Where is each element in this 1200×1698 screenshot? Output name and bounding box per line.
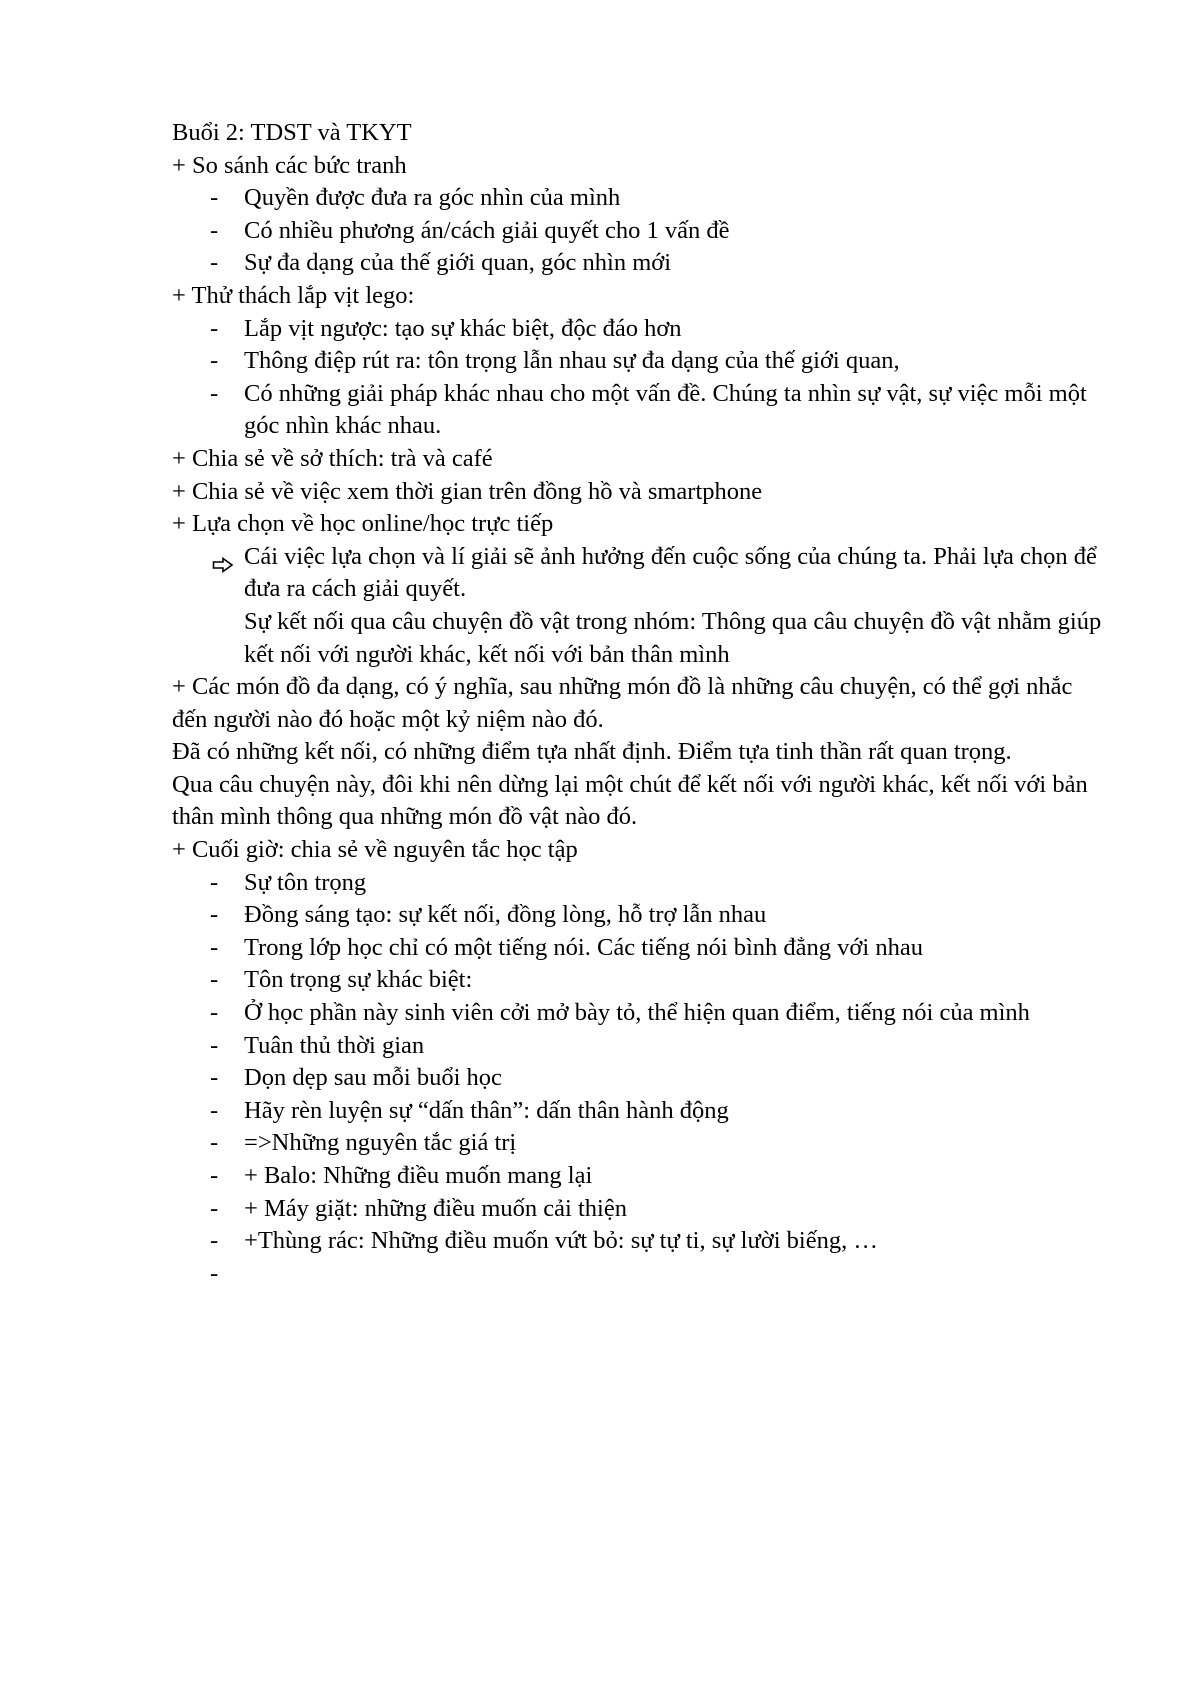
para-story: Qua câu chuyện này, đôi khi nên dừng lại một chút để kết nối với người khác, kết nối với bản thân mình thông qua những món đồ vật nào đó.	[172, 770, 1088, 831]
list-item-text: Trong lớp học chỉ có một tiếng nói. Các tiếng nói bình đẳng với nhau	[244, 933, 923, 961]
list-item	[172, 1160, 1112, 1193]
document-title: Buổi 2: TDST và TKYT	[172, 119, 412, 146]
connect-text: Sự kết nối qua câu chuyện đồ vật trong nhóm: Thông qua câu chuyện đồ vật nhằm giúp kết nối với người khác, kết nối với bản thân mình	[244, 607, 1102, 668]
dash-bullet: -	[210, 901, 219, 929]
list-item-text: Đồng sáng tạo: sự kết nối, đồng lòng, hỗ trợ lẫn nhau	[244, 901, 767, 929]
list-item	[172, 1095, 1112, 1128]
dash-bullet: -	[210, 249, 219, 277]
dash-bullet: -	[210, 1096, 219, 1124]
section-heading-learning-mode: + Lựa chọn về học online/học trực tiếp	[172, 510, 554, 538]
dash-bullet: -	[210, 379, 219, 407]
list-item-text: + Balo: Những điều muốn mang lại	[244, 1162, 593, 1189]
dash-bullet: -	[210, 1162, 219, 1189]
document-body	[172, 117, 1112, 1290]
dash-bullet: -	[210, 1194, 219, 1222]
list-item-text: + Máy giặt: những điều muốn cải thiện	[244, 1194, 627, 1222]
list-item-text: =>Những nguyên tắc giá trị	[244, 1129, 517, 1157]
list-item	[172, 899, 1112, 932]
dash-bullet: -	[210, 868, 219, 896]
list-item	[172, 378, 1112, 443]
dash-bullet: -	[210, 314, 219, 342]
list-item-text: Ở học phần này sinh viên cởi mở bày tỏ, thể hiện quan điểm, tiếng nói của mình	[244, 999, 1030, 1027]
dash-bullet: -	[210, 999, 219, 1027]
para-objects: + Các món đồ đa dạng, có ý nghĩa, sau những món đồ là những câu chuyện, có thể gợi nhắc đến người nào đó hoặc một kỷ niệm nào đó.	[172, 673, 1073, 733]
list-item	[172, 182, 1112, 215]
list-item	[172, 313, 1112, 346]
list-item	[172, 247, 1112, 280]
dash-bullet: -	[210, 933, 219, 961]
bullet-list-principles	[172, 867, 1112, 1291]
bullet-list-paintings	[172, 182, 1112, 280]
list-item-text: Có nhiều phương án/cách giải quyết cho 1 vấn đề	[244, 216, 730, 244]
arrow-list-item	[172, 541, 1112, 606]
list-item-text: Hãy rèn luyện sự “dấn thân”: dấn thân hành động	[244, 1096, 729, 1124]
list-item-text: Sự đa dạng của thế giới quan, góc nhìn mới	[244, 249, 672, 277]
list-item-text: Có những giải pháp khác nhau cho một vấn đề. Chúng ta nhìn sự vật, sự việc mỗi một góc nhìn khác nhau.	[244, 379, 1087, 440]
dash-bullet: -	[210, 1031, 219, 1059]
list-item-empty	[172, 1258, 1112, 1291]
list-item	[172, 1193, 1112, 1226]
para-support: Đã có những kết nối, có những điểm tựa nhất định. Điểm tựa tinh thần rất quan trọng.	[172, 738, 1012, 766]
section-heading-lego: + Thử thách lắp vịt lego:	[172, 281, 415, 309]
list-item	[172, 997, 1112, 1030]
list-item-text: Quyền được đưa ra góc nhìn của mình	[244, 184, 621, 212]
dash-bullet: -	[210, 347, 219, 375]
list-item-text: Tôn trọng sự khác biệt:	[244, 966, 473, 994]
section-heading-paintings: + So sánh các bức tranh	[172, 151, 407, 179]
list-item-text: +Thùng rác: Những điều muốn vứt bỏ: sự tự ti, sự lười biếng, …	[244, 1227, 878, 1255]
section-heading-principles: + Cuối giờ: chia sẻ về nguyên tắc học tập	[172, 836, 578, 864]
dash-bullet: -	[210, 1227, 219, 1255]
dash-bullet: -	[210, 184, 219, 212]
list-item	[172, 1030, 1112, 1063]
line-time: + Chia sẻ về việc xem thời gian trên đồng hồ và smartphone	[172, 477, 763, 505]
dash-bullet: -	[210, 1064, 219, 1092]
list-item	[172, 932, 1112, 965]
list-item	[172, 215, 1112, 248]
dash-bullet: -	[210, 216, 219, 244]
outline-right-arrow-icon	[212, 550, 234, 566]
list-item	[172, 964, 1112, 997]
list-item	[172, 867, 1112, 900]
line-hobby: + Chia sẻ về sở thích: trà và café	[172, 444, 493, 472]
bullet-list-lego	[172, 313, 1112, 443]
list-item-text: Tuân thủ thời gian	[244, 1031, 425, 1059]
dash-bullet: -	[210, 1129, 219, 1157]
list-item-text: Lắp vịt ngược: tạo sự khác biệt, độc đáo hơn	[244, 314, 682, 342]
arrow-item-text: Cái việc lựa chọn và lí giải sẽ ảnh hưởng đến cuộc sống của chúng ta. Phải lựa chọn để đưa ra cách giải quyết.	[244, 542, 1097, 603]
list-item	[172, 1225, 1112, 1258]
dash-bullet: -	[210, 966, 219, 994]
list-item	[172, 1062, 1112, 1095]
dash-bullet: -	[210, 1259, 219, 1287]
list-item-text: Thông điệp rút ra: tôn trọng lẫn nhau sự đa dạng của thế giới quan,	[244, 347, 900, 375]
list-item	[172, 1127, 1112, 1160]
list-item-text: Sự tôn trọng	[244, 868, 367, 896]
list-item-text: Dọn dẹp sau mỗi buổi học	[244, 1064, 502, 1092]
list-item	[172, 345, 1112, 378]
